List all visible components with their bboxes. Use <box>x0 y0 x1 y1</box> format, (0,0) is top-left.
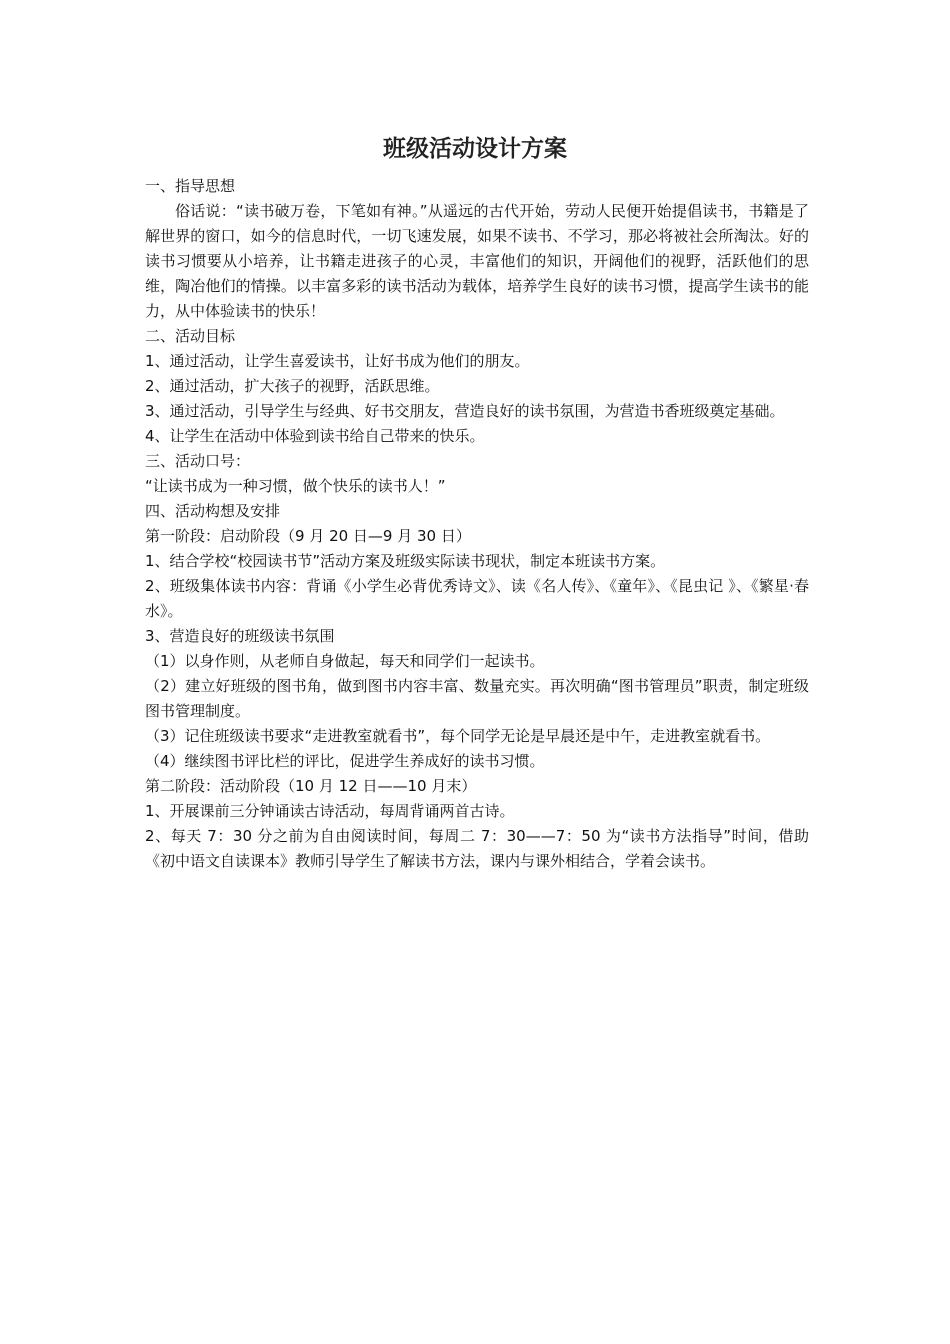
document-paragraph: 1、结合学校“校园读书节”活动方案及班级实际读书现状，制定本班读书方案。 <box>145 552 666 570</box>
document-paragraph: （3）记住班级读书要求“走进教室就看书”，每个同学无论是早晨还是中午，走进教室就看书。 <box>145 727 771 745</box>
document-paragraph: 1、通过活动，让学生喜爱读书，让好书成为他们的朋友。 <box>145 352 530 370</box>
document-title: 班级活动设计方案 <box>383 135 567 162</box>
document-paragraph: 2、班级集体读书内容：背诵《小学生必背优秀诗文》、读《名人传》、《童年》、《昆虫记 》、《繁星·春水》。 <box>145 577 809 620</box>
document-paragraph: “让读书成为一种习惯，做个快乐的读书人！” <box>145 477 446 495</box>
document-paragraph: 第二阶段：活动阶段（10 月 12 日——10 月末） <box>145 777 477 795</box>
document-paragraph: （1）以身作则，从老师自身做起，每天和同学们一起读书。 <box>145 652 545 670</box>
document-paragraph: 一、指导思想 <box>145 177 236 195</box>
document-paragraph: 2、每天 7：30 分之前为自由阅读时间，每周二 7：30——7：50 为“读书方法指导”时间，借助《初中语文自读课本》教师引导学生了解读书方法，课内与课外相结合，学着会读书。 <box>145 827 809 870</box>
document-paragraph: 二、活动目标 <box>145 327 236 345</box>
document-body <box>145 174 809 874</box>
document-paragraph: 三、活动口号： <box>145 452 251 470</box>
document-paragraph: 俗话说：“读书破万卷，下笔如有神。”从遥远的古代开始，劳动人民便开始提倡读书，书籍是了解世界的窗口，如今的信息时代，一切飞速发展，如果不读书、不学习，那必将被社会所淘汰。好的读书习惯要从小培养，让书籍走进孩子的心灵，丰富他们的知识，开阔他们的视野，活跃他们的思维，陶冶他们的情操。以丰富多彩的读书活动为载体，培养学生良好的读书习惯，提高学生读书的能力，从中体验读书的快乐！ <box>145 202 809 320</box>
document-paragraph: （2）建立好班级的图书角，做到图书内容丰富、数量充实。再次明确“图书管理员”职责，制定班级图书管理制度。 <box>145 677 809 720</box>
document-paragraph: 第一阶段：启动阶段（9 月 20 日—9 月 30 日） <box>145 527 471 545</box>
document-paragraph: 4、让学生在活动中体验到读书给自己带来的快乐。 <box>145 427 485 445</box>
document-paragraph: （4）继续图书评比栏的评比，促进学生养成好的读书习惯。 <box>145 752 545 770</box>
document-paragraph: 四、活动构想及安排 <box>145 502 281 520</box>
document-paragraph: 3、通过活动，引导学生与经典、好书交朋友，营造良好的读书氛围，为营造书香班级奠定基础。 <box>145 402 785 420</box>
document-paragraph: 3、营造良好的班级读书氛围 <box>145 627 335 645</box>
document-paragraph: 2、通过活动，扩大孩子的视野，活跃思维。 <box>145 377 440 395</box>
document-paragraph: 1、开展课前三分钟诵读古诗活动，每周背诵两首古诗。 <box>145 802 515 820</box>
